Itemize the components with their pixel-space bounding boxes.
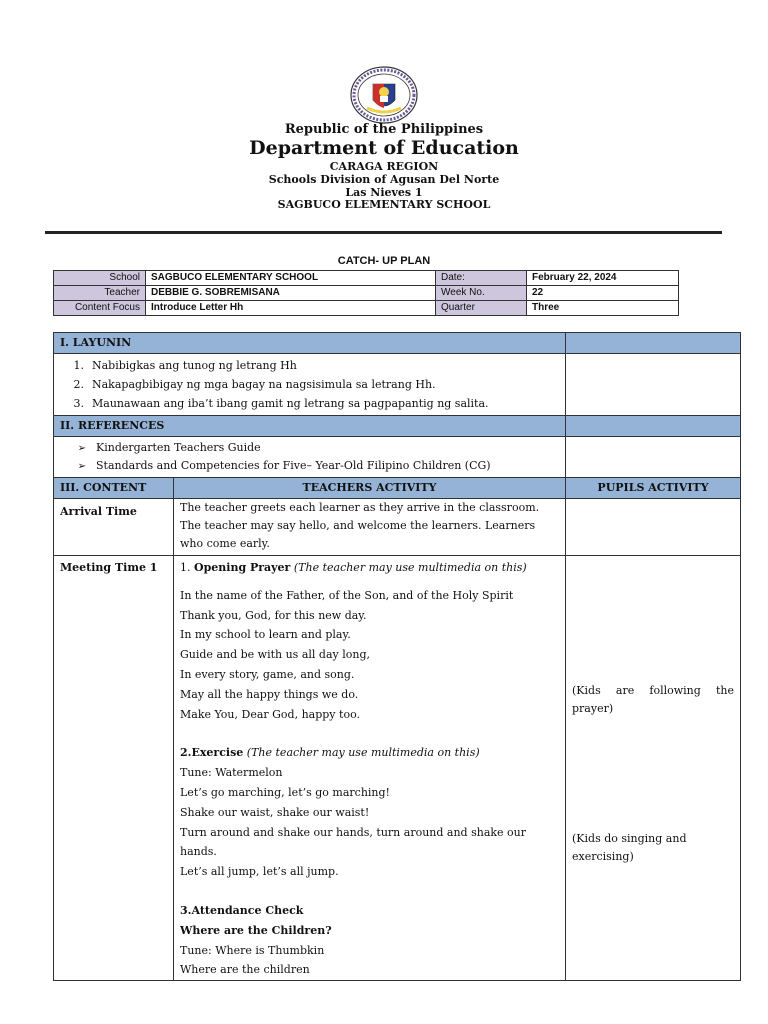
prayer-line: In every story, game, and song. <box>180 667 355 681</box>
item-number: 1. <box>73 359 84 372</box>
teacher-value: DEBBIE G. SOBREMISANA <box>146 286 436 301</box>
reference-text: Standards and Competencies for Five– Year-Old Filipino Children (CG) <box>96 459 491 472</box>
school-label: School <box>54 271 146 286</box>
content-heading-row <box>54 478 741 499</box>
item-text: Maunawaan ang iba’t ibang gamit ng letrang sa pagpapantig ng salita. <box>92 397 489 410</box>
layunin-item <box>60 356 559 375</box>
item-text: Nakapagbibigay ng mga bagay na nagsisimula sa letrang Hh. <box>92 378 436 391</box>
references-heading-row <box>54 416 741 437</box>
arrival-pupils-cell <box>566 499 741 556</box>
attendance-title: 3.Attendance Check <box>180 903 304 917</box>
references-heading: II. REFERENCES <box>54 416 566 437</box>
plan-title: CATCH- UP PLAN <box>337 255 431 267</box>
deped-heading: Department of Education <box>249 137 519 159</box>
lesson-plan-table <box>53 332 741 981</box>
info-table <box>53 270 679 316</box>
week-label: Week No. <box>436 286 527 301</box>
teacher-label: Teacher <box>54 286 146 301</box>
exercise-line: Turn around and shake our hands, turn around and shake our hands. <box>180 825 527 859</box>
prayer-title: Opening Prayer <box>194 561 291 574</box>
school-heading: SAGBUCO ELEMENTARY SCHOOL <box>277 198 491 211</box>
info-row-school <box>54 271 679 286</box>
week-value: 22 <box>527 286 679 301</box>
meeting-pupils-cell <box>566 556 741 981</box>
item-number: 3. <box>73 397 84 410</box>
exercise-line: Tune: Watermelon <box>180 766 283 780</box>
item-number: 2. <box>73 378 84 391</box>
arrival-row <box>54 499 741 556</box>
content-heading: III. CONTENT <box>54 478 174 499</box>
layunin-item <box>60 375 559 394</box>
references-heading-blank <box>566 416 741 437</box>
exercise-line: Shake our waist, shake our waist! <box>180 805 370 819</box>
info-row-teacher <box>54 286 679 301</box>
arrow-bullet-icon: ➢ <box>77 461 86 472</box>
reference-text: Kindergarten Teachers Guide <box>96 441 261 454</box>
exercise-line: Let’s all jump, let’s all jump. <box>180 865 339 879</box>
focus-value: Introduce Letter Hh <box>146 301 436 316</box>
arrival-label: Arrival Time <box>54 499 174 556</box>
meeting-label: Meeting Time 1 <box>54 556 174 981</box>
layunin-pupils-cell <box>566 354 741 416</box>
republic-heading: Republic of the Philippines <box>284 122 484 137</box>
date-label: Date: <box>436 271 527 286</box>
layunin-heading-blank <box>566 333 741 354</box>
region-heading: CARAGA REGION <box>329 160 439 173</box>
layunin-list <box>54 354 566 416</box>
teachers-activity-heading: TEACHERS ACTIVITY <box>174 478 566 499</box>
prayer-note: (The teacher may use multimedia on this) <box>293 561 527 574</box>
date-value: February 22, 2024 <box>527 271 679 286</box>
layunin-items-row <box>54 354 741 416</box>
meeting-row <box>54 556 741 981</box>
exercise-title: 2.Exercise <box>180 746 244 760</box>
meeting-activities <box>174 556 566 981</box>
arrow-bullet-icon: ➢ <box>77 443 86 454</box>
prayer-line: Thank you, God, for this new day. <box>180 608 367 622</box>
prayer-line: In the name of the Father, of the Son, and of the Holy Spirit <box>180 588 514 602</box>
header-divider <box>45 231 722 234</box>
attendance-line: Tune: Where is Thumbkin <box>180 943 325 957</box>
exercise-note: (The teacher may use multimedia on this) <box>246 746 480 760</box>
prayer-line: May all the happy things we do. <box>180 687 359 701</box>
reference-item <box>60 439 559 457</box>
focus-label: Content Focus <box>54 301 146 316</box>
exercise-title-line <box>180 743 559 763</box>
prayer-number: 1. <box>180 561 191 574</box>
division-heading: Schools Division of Agusan Del Norte <box>268 173 500 186</box>
attendance-subtitle: Where are the Children? <box>180 923 332 937</box>
prayer-line: Make You, Dear God, happy too. <box>180 707 360 721</box>
deped-seal-logo <box>349 66 419 124</box>
references-pupils-cell <box>566 437 741 478</box>
quarter-value: Three <box>527 301 679 316</box>
quarter-label: Quarter <box>436 301 527 316</box>
layunin-heading-row <box>54 333 741 354</box>
info-row-focus <box>54 301 679 316</box>
school-value: SAGBUCO ELEMENTARY SCHOOL <box>146 271 436 286</box>
prayer-line: In my school to learn and play. <box>180 628 351 642</box>
exercise-line: Let’s go marching, let’s go marching! <box>180 785 390 799</box>
layunin-heading: I. LAYUNIN <box>54 333 566 354</box>
pupils-exercise-note: (Kids do singing and exercising) <box>572 832 687 863</box>
item-text: Nabibigkas ang tunog ng letrang Hh <box>92 359 297 372</box>
district-heading: Las Nieves 1 <box>345 186 423 199</box>
reference-item <box>60 457 559 475</box>
layunin-item <box>60 394 559 413</box>
prayer-line: Guide and be with us all day long, <box>180 648 370 662</box>
pupils-prayer-note: (Kids are following the prayer) <box>572 684 734 715</box>
pupils-activity-heading: PUPILS ACTIVITY <box>566 478 741 499</box>
prayer-title-line <box>180 558 559 578</box>
attendance-line: Where are the children <box>180 963 310 977</box>
references-list <box>54 437 566 478</box>
references-items-row <box>54 437 741 478</box>
arrival-text: The teacher greets each learner as they arrive in the classroom. The teacher may say hello, and welcome the learners. Learners who come early. <box>174 499 566 556</box>
